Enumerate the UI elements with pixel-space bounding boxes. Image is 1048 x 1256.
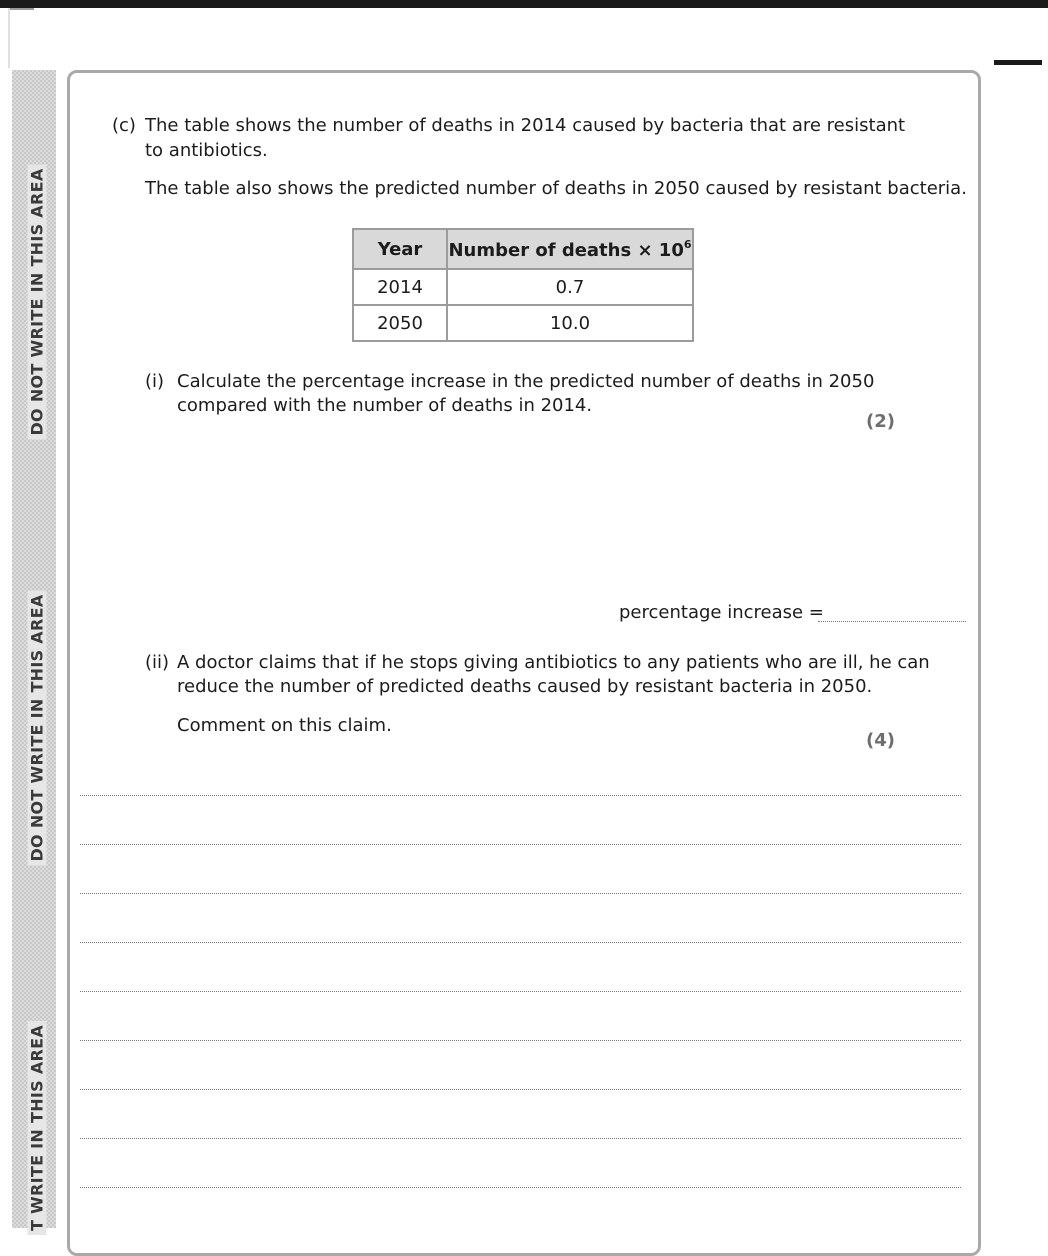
- answer-line[interactable]: [818, 621, 966, 622]
- margin-label-middle: DO NOT WRITE IN THIS AREA: [28, 590, 47, 865]
- answer-writing-line[interactable]: [80, 1138, 961, 1139]
- answer-writing-line[interactable]: [80, 844, 961, 845]
- answer-writing-line[interactable]: [80, 1040, 961, 1041]
- part-i-label: (i): [145, 371, 165, 392]
- part-ii-marks: (4): [866, 730, 895, 751]
- part-i-line1: Calculate the percentage increase in the predicted number of deaths in 2050: [177, 371, 875, 392]
- top-bar-tick: [8, 8, 34, 10]
- answer-writing-line[interactable]: [80, 1089, 961, 1090]
- part-ii-line1: A doctor claims that if he stops giving antibiotics to any patients who are ill, he can: [177, 652, 930, 673]
- top-bar: [0, 0, 1048, 8]
- cell-year: 2014: [353, 269, 447, 305]
- cell-deaths: 10.0: [447, 305, 693, 341]
- header-deaths-exponent: 6: [683, 237, 692, 251]
- cell-year: 2050: [353, 305, 447, 341]
- table-header-row: [353, 229, 693, 269]
- part-ii-line3: Comment on this claim.: [177, 715, 392, 736]
- answer-label: percentage increase =: [619, 602, 824, 623]
- question-c-line3: The table also shows the predicted number of deaths in 2050 caused by resistant bacteria.: [145, 178, 967, 199]
- part-ii-line2: reduce the number of predicted deaths caused by resistant bacteria in 2050.: [177, 676, 873, 697]
- answer-writing-line[interactable]: [80, 1187, 961, 1188]
- right-page-mark: [994, 60, 1042, 65]
- header-deaths-text: Number of deaths × 10: [448, 239, 684, 261]
- table-row: [353, 269, 693, 305]
- answer-writing-line[interactable]: [80, 893, 961, 894]
- question-c-line1: The table shows the number of deaths in 2014 caused by bacteria that are resistant: [145, 115, 906, 136]
- header-year: Year: [353, 229, 447, 269]
- left-edge: [0, 8, 10, 68]
- answer-writing-line[interactable]: [80, 795, 961, 796]
- answer-writing-line[interactable]: [80, 991, 961, 992]
- question-c-line2: to antibiotics.: [145, 140, 268, 161]
- table-row: [353, 305, 693, 341]
- part-i-marks: (2): [866, 411, 895, 432]
- part-ii-label: (ii): [145, 652, 170, 673]
- deaths-table: [352, 228, 694, 342]
- margin-label-bottom: T WRITE IN THIS AREA: [28, 1021, 47, 1235]
- part-i-line2: compared with the number of deaths in 2014.: [177, 395, 593, 416]
- question-c-label: (c): [112, 115, 136, 136]
- header-deaths: [447, 229, 693, 269]
- cell-deaths: 0.7: [447, 269, 693, 305]
- margin-label-top: DO NOT WRITE IN THIS AREA: [28, 164, 47, 439]
- answer-writing-line[interactable]: [80, 942, 961, 943]
